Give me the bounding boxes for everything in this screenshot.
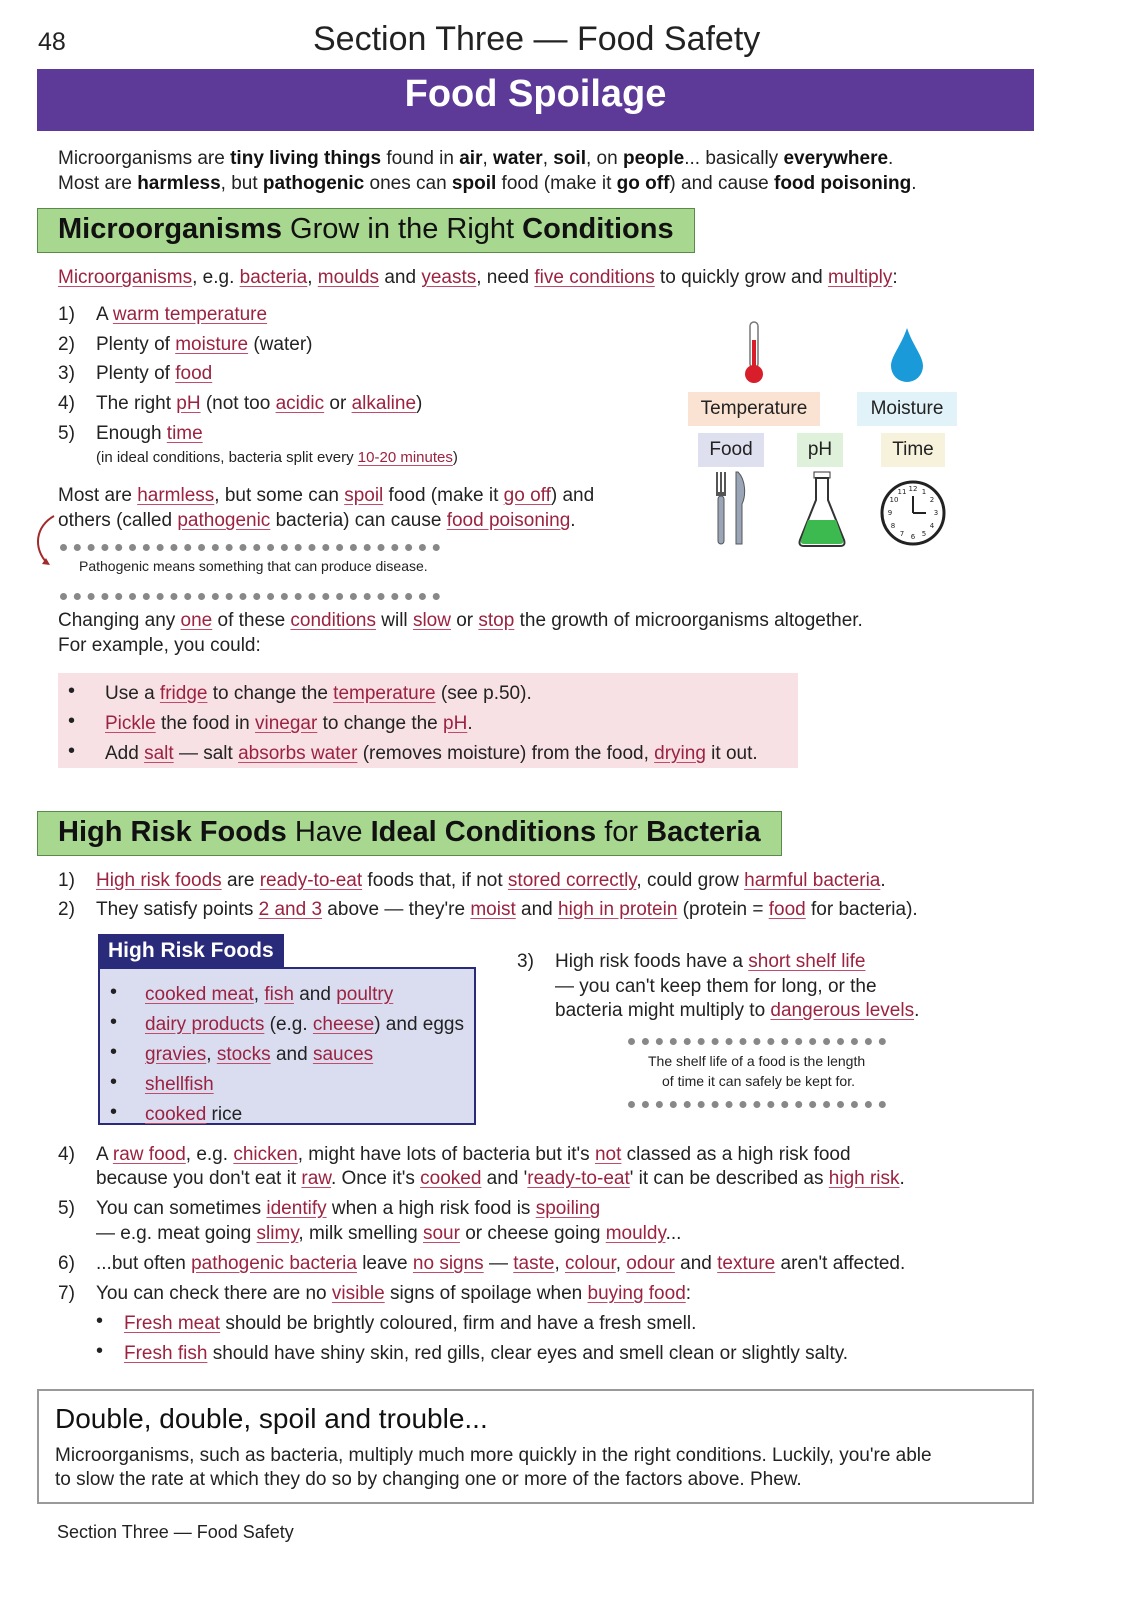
list-item: 4) The right pH (not too acidic or alkaline) [58,393,423,414]
section-heading-conditions: Microorganisms Grow in the Right Conditions [37,208,695,253]
water-drop-icon [889,326,925,384]
footer: Section Three — Food Safety [57,1522,294,1542]
svg-text:1: 1 [921,488,927,496]
svg-text:4: 4 [929,522,935,530]
bullet-dot: • [110,1071,118,1093]
list-item: cooked rice [145,1104,243,1125]
bullet-dot: • [110,1011,118,1033]
svg-text:2: 2 [929,496,935,504]
point-3-line-1: High risk foods have a short shelf life [555,951,866,972]
svg-text:10: 10 [889,496,899,504]
section-heading-high-risk: High Risk Foods Have Ideal Conditions for Bacteria [37,811,782,856]
harmless-line-2: others (called pathogenic bacteria) can cause food poisoning. [58,510,576,531]
point-3-line-2: — you can't keep them for long, or the [555,976,877,997]
list-item: dairy products (e.g. cheese) and eggs [145,1014,464,1035]
bullet-dot: • [68,740,76,762]
list-item: gravies, stocks and sauces [145,1044,374,1065]
svg-text:9: 9 [887,509,893,517]
summary-title: Double, double, spoil and trouble... [55,1403,488,1434]
list-item: shellfish [145,1074,214,1095]
list-item: 6) ...but often pathogenic bacteria leave no signs — taste, colour, odour and texture aren't affected. [58,1253,906,1274]
svg-text:12: 12 [908,485,918,493]
list-item: Fresh fish should have shiny skin, red gills, clear eyes and smell clean or slightly salty. [124,1343,849,1364]
list-item: Pickle the food in vinegar to change the pH. [105,713,473,734]
summary-line-1: Microorganisms, such as bacteria, multiply much more quickly in the right conditions. Luckily, you're able [55,1445,932,1466]
list-item: 3) Plenty of food [58,363,213,384]
intro-line-1: Microorganisms are tiny living things found in air, water, soil, on people... basically everywhere. [58,148,894,169]
high-risk-foods-title: High Risk Foods [98,934,284,968]
page-title: Food Spoilage [404,73,667,115]
changing-line-2: For example, you could: [58,635,261,656]
time-note: (in ideal conditions, bacteria split every 10-20 minutes) [96,449,458,466]
time-label: Time [881,433,945,467]
bullet-dot: • [68,710,76,732]
svg-text:3: 3 [933,509,939,517]
cutlery-icon [712,470,752,548]
list-item: 5) You can sometimes identify when a high risk food is spoiling [58,1198,601,1219]
svg-text:8: 8 [890,522,896,530]
list-item: cooked meat, fish and poultry [145,984,394,1005]
intro-line-2: Most are harmless, but pathogenic ones can spoil food (make it go off) and cause food poisoning. [58,173,917,194]
section-header: Section Three — Food Safety [313,20,761,58]
page-number: 48 [38,28,66,56]
point-3-line-3: bacteria might multiply to dangerous levels. [555,1000,920,1021]
food-label: Food [698,433,764,467]
svg-text:7: 7 [899,530,905,538]
ph-label: pH [797,433,843,467]
harmless-line-1: Most are harmless, but some can spoil food (make it go off) and [58,485,595,506]
svg-text:6: 6 [910,533,916,541]
list-item-continued: — e.g. meat going slimy, milk smelling sour or cheese going mouldy... [96,1223,682,1244]
list-item: 7) You can check there are no visible signs of spoilage when buying food: [58,1283,692,1304]
list-item: 1) A warm temperature [58,304,268,325]
svg-text:5: 5 [921,530,927,538]
summary-line-2: to slow the rate at which they do so by changing one or more of the factors above. Phew. [55,1469,802,1490]
clock-icon [878,478,948,548]
bullet-dot: • [110,1101,118,1123]
moisture-label: Moisture [857,392,957,426]
temperature-label: Temperature [688,392,820,426]
list-item: 1) High risk foods are ready-to-eat foods that, if not stored correctly, could grow harmful bacteria. [58,870,886,891]
flask-icon [796,470,848,548]
shelf-life-note-line-2: of time it can safely be kept for. [662,1073,855,1089]
thermometer-icon [740,320,770,386]
list-item-continued: because you don't eat it raw. Once it's cooked and 'ready-to-eat' it can be described as high risk. [96,1168,905,1189]
bullet-dot: • [110,1041,118,1063]
list-item: 4) A raw food, e.g. chicken, might have lots of bacteria but it's not classed as a high risk food [58,1144,851,1165]
conditions-lead: Microorganisms, e.g. bacteria, moulds and yeasts, need five conditions to quickly grow and multiply: [58,267,898,288]
list-item: Add salt — salt absorbs water (removes moisture) from the food, drying it out. [105,743,758,764]
bullet-dot: • [96,1310,104,1332]
changing-line-1: Changing any one of these conditions will slow or stop the growth of microorganisms altogether. [58,610,863,631]
list-item: Fresh meat should be brightly coloured, firm and have a fresh smell. [124,1313,697,1334]
shelf-life-note-line-1: The shelf life of a food is the length [648,1053,866,1069]
pathogenic-note-text: Pathogenic means something that can produce disease. [79,558,428,574]
point-3-number: 3) [517,951,534,972]
bullet-dot: • [68,680,76,702]
bullet-dot: • [110,981,118,1003]
list-item: 2) They satisfy points 2 and 3 above — they're moist and high in protein (protein = food for bacteria). [58,899,918,920]
list-item: 2) Plenty of moisture (water) [58,334,313,355]
list-item: Use a fridge to change the temperature (see p.50). [105,683,532,704]
list-item: 5) Enough time [58,423,203,444]
bullet-dot: • [96,1340,104,1362]
svg-text:11: 11 [897,488,907,496]
